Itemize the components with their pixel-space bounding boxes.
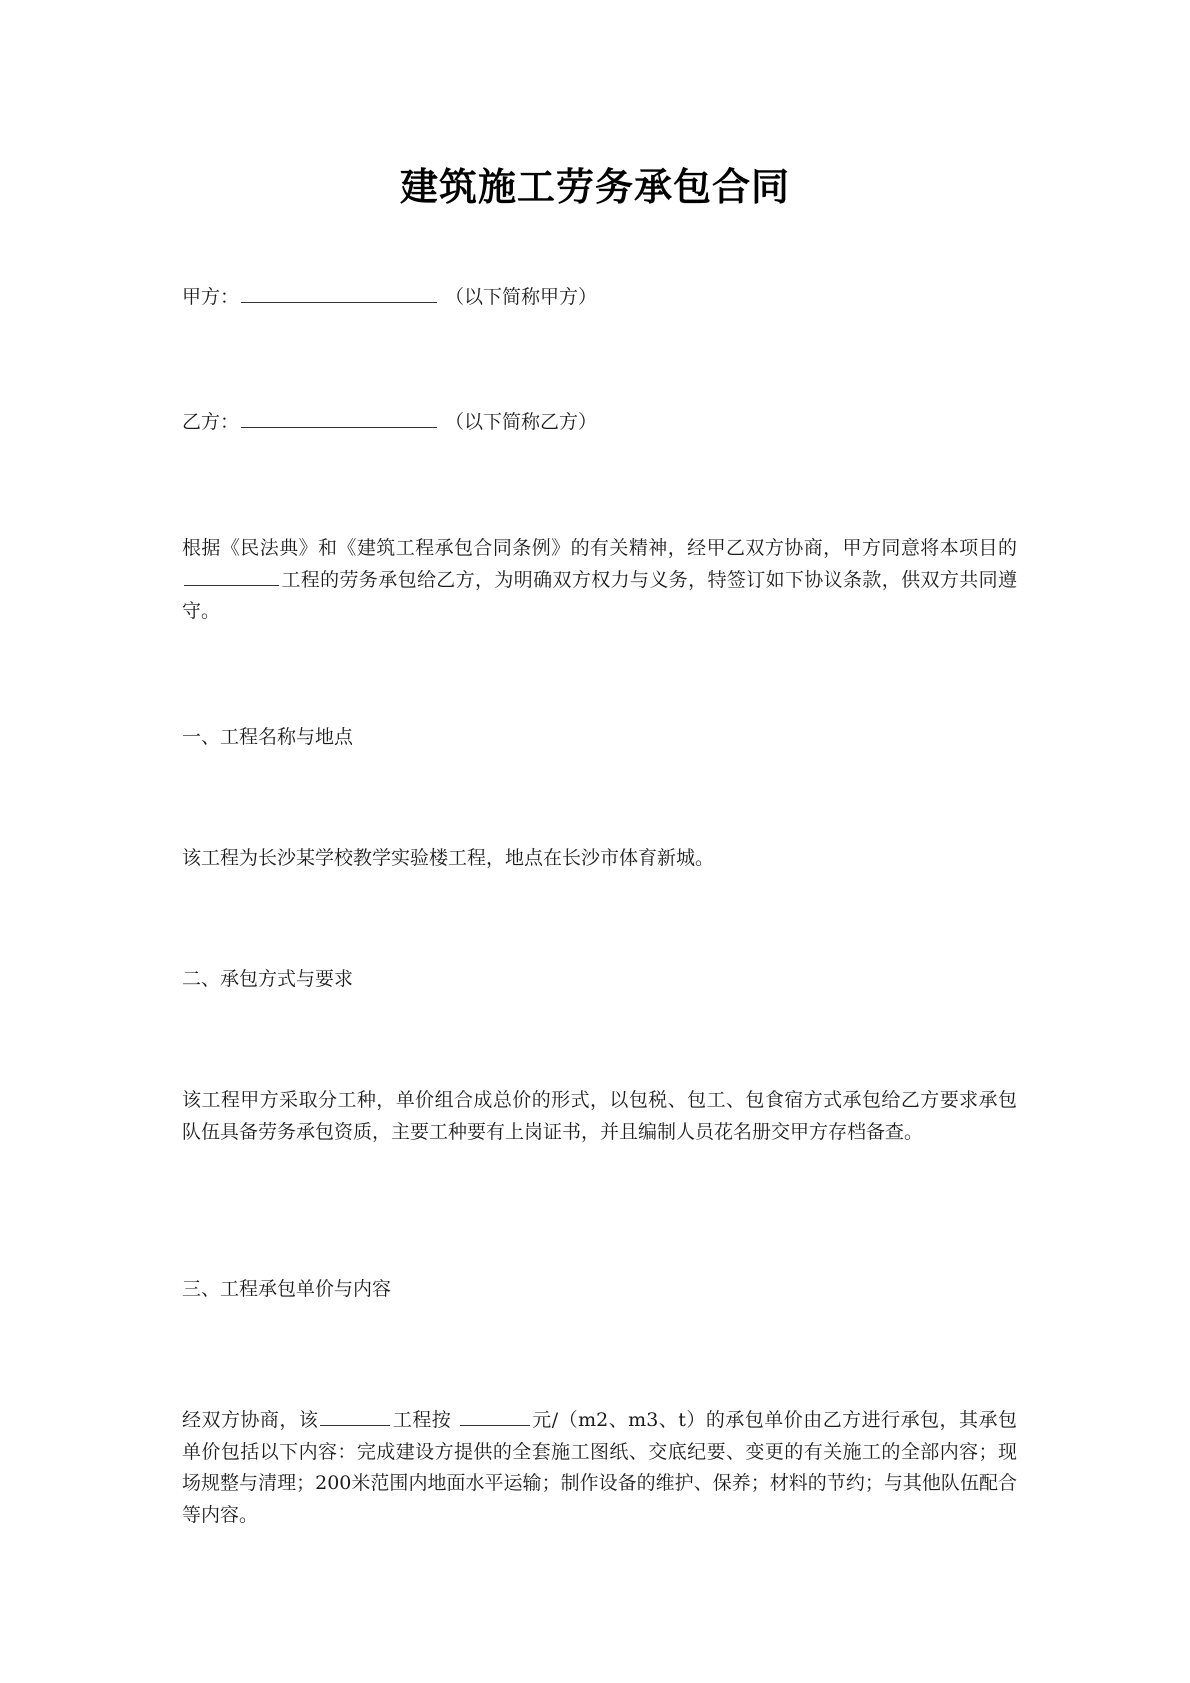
preamble-text-1: 根据《民法典》和《建筑工程承包合同条例》的有关精神，经甲乙双方协商，甲方同意将本项目的 xyxy=(182,537,1017,559)
section-3-text-3: 元/（m2、m3、t）的承包单价由乙方进行承包，其承包单价包括以下内容：完成建设方提供的全套施工图纸、交底纪要、变更的有关施工的全部内容；现场规整与清理；200米范围内地面水平运输；制作设备的维护、保养；材料的节约；与其他队伍配合等内容。 xyxy=(182,1409,1017,1526)
section-2-body: 该工程甲方采取分工种，单价组合成总价的形式，以包税、包工、包食宿方式承包给乙方要求承包队伍具备劳务承包资质，主要工种要有上岗证书，并且编制人员花名册交甲方存档备查。 xyxy=(182,1089,1017,1143)
section-1-body: 该工程为长沙某学校教学实验楼工程，地点在长沙市体育新城。 xyxy=(182,847,715,869)
party-a-label: 甲方： xyxy=(182,286,240,308)
preamble-text-2: 工程的劳务承包给乙方，为明确双方权力与义务，特签订如下协议条款，供双方共同遵守。 xyxy=(182,568,1017,622)
party-a-note: （以下简称甲方） xyxy=(445,286,598,308)
party-b-name-field[interactable] xyxy=(241,408,437,428)
party-b-line xyxy=(182,407,1017,439)
unit-price-field[interactable] xyxy=(460,1406,530,1426)
document-title: 建筑施工劳务承包合同 xyxy=(399,164,790,209)
section-1-heading: 一、工程名称与地点 xyxy=(182,726,354,748)
party-b-label: 乙方： xyxy=(182,411,240,433)
preamble-paragraph xyxy=(182,533,1017,628)
section-2-heading: 二、承包方式与要求 xyxy=(182,968,354,990)
party-b-note: （以下简称乙方） xyxy=(445,411,598,433)
project-name-field[interactable] xyxy=(184,566,279,586)
section-3-body xyxy=(182,1405,1017,1531)
section-3-heading: 三、工程承包单价与内容 xyxy=(182,1278,392,1300)
work-type-field[interactable] xyxy=(320,1406,390,1426)
party-a-line xyxy=(182,282,1017,314)
section-3-text-2: 工程按 xyxy=(392,1409,458,1431)
section-3-text-1: 经双方协商，该 xyxy=(182,1409,319,1431)
party-a-name-field[interactable] xyxy=(241,283,437,303)
